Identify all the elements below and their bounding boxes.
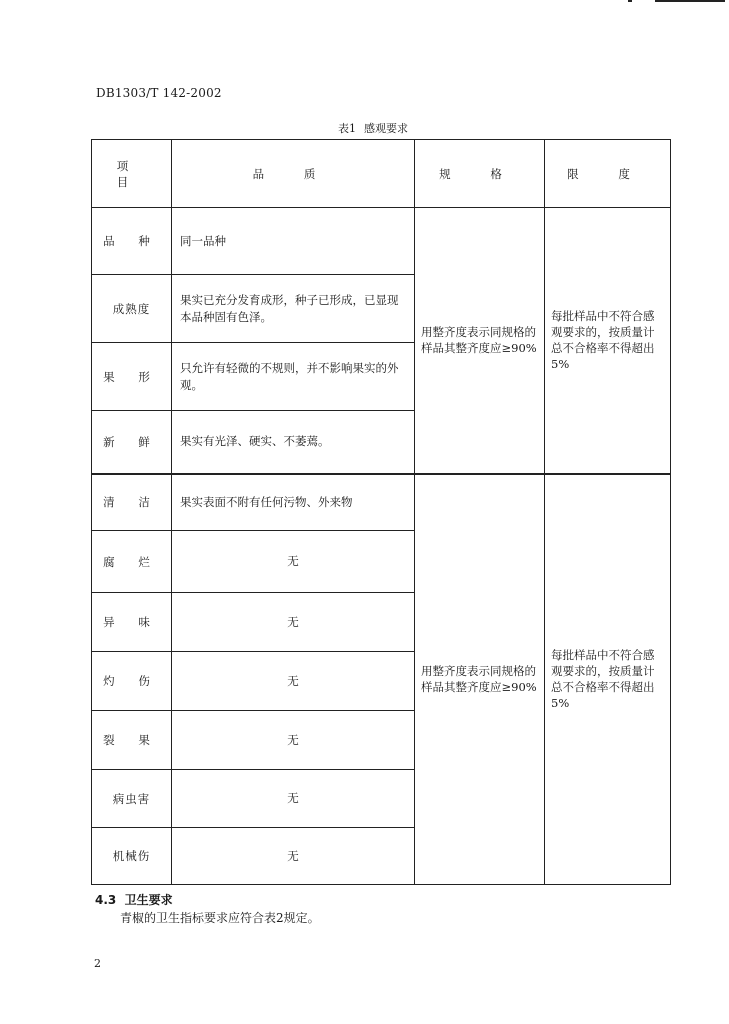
table-row bbox=[92, 208, 671, 275]
row-item: 机械伤 bbox=[92, 828, 172, 885]
row-item: 灼 伤 bbox=[92, 652, 172, 711]
group-limit: 每批样品中不符合感观要求的，按质量计总不合格率不得超出5% bbox=[545, 208, 671, 474]
row-quality: 无 bbox=[172, 652, 415, 711]
header-item: 项 目 bbox=[92, 140, 172, 208]
group-limit: 每批样品中不符合感观要求的，按质量计总不合格率不得超出5% bbox=[545, 474, 671, 885]
section-heading bbox=[95, 891, 173, 908]
row-item: 异 味 bbox=[92, 593, 172, 652]
group-spec: 用整齐度表示同规格的样品其整齐度应≥90% bbox=[415, 474, 545, 885]
table-number: 表1 bbox=[338, 122, 356, 135]
row-item: 品 种 bbox=[92, 208, 172, 275]
row-quality: 无 bbox=[172, 828, 415, 885]
row-quality: 果实表面不附有任何污物、外来物 bbox=[172, 474, 415, 531]
document-id: DB1303/T 142-2002 bbox=[96, 86, 222, 100]
table-title: 感观要求 bbox=[364, 122, 408, 135]
header-limit: 限 度 bbox=[545, 140, 671, 208]
header-quality: 品 质 bbox=[172, 140, 415, 208]
table-caption bbox=[338, 120, 416, 136]
section-paragraph: 青椒的卫生指标要求应符合表2规定。 bbox=[120, 911, 320, 925]
section-title: 卫生要求 bbox=[124, 893, 173, 907]
row-quality: 果实有光泽、硬实、不萎蔫。 bbox=[172, 411, 415, 474]
row-quality: 无 bbox=[172, 531, 415, 593]
row-quality: 无 bbox=[172, 770, 415, 828]
row-quality: 果实已充分发育成形，种子已形成，已显现本品种固有色泽。 bbox=[172, 275, 415, 343]
row-item: 果 形 bbox=[92, 343, 172, 411]
sensory-requirements-table bbox=[91, 139, 671, 885]
row-quality: 只允许有轻微的不规则，并不影响果实的外观。 bbox=[172, 343, 415, 411]
row-item: 裂 果 bbox=[92, 711, 172, 770]
row-quality: 无 bbox=[172, 593, 415, 652]
table-header-row bbox=[92, 140, 671, 208]
row-item: 成熟度 bbox=[92, 275, 172, 343]
scan-mark bbox=[655, 0, 725, 2]
group-spec: 用整齐度表示同规格的样品其整齐度应≥90% bbox=[415, 208, 545, 474]
row-item: 清 洁 bbox=[92, 474, 172, 531]
header-spec: 规 格 bbox=[415, 140, 545, 208]
section-number: 4.3 bbox=[95, 893, 117, 907]
row-item: 病虫害 bbox=[92, 770, 172, 828]
row-item: 腐 烂 bbox=[92, 531, 172, 593]
row-quality: 无 bbox=[172, 711, 415, 770]
scan-mark bbox=[628, 0, 632, 2]
row-quality: 同一品种 bbox=[172, 208, 415, 275]
page-number: 2 bbox=[94, 957, 101, 970]
row-item: 新 鲜 bbox=[92, 411, 172, 474]
table-row bbox=[92, 474, 671, 531]
